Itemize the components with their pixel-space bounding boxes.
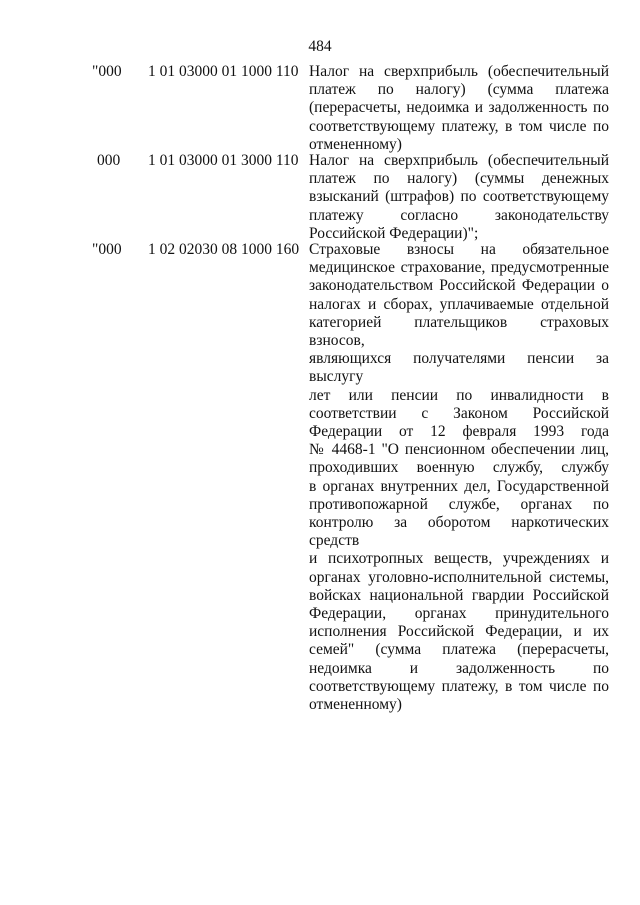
description-line: категорией плательщиков страховых взносов,: [309, 313, 609, 350]
description-line: семей" (сумма платежа (перерасчеты,: [309, 641, 609, 659]
description-line: отмененному): [309, 696, 402, 714]
description-line: платеж по налогу) (сумма платежа: [309, 81, 609, 99]
description-line: Налог на сверхприбыль (обеспечительный: [309, 63, 609, 80]
description-line: Федерации, органах принудительного: [309, 605, 609, 623]
description-line: отмененному): [309, 135, 402, 153]
row-description: [309, 152, 609, 243]
description-line: платеж по налогу) (суммы денежных: [309, 170, 609, 188]
description-line: исполнения Российской Федерации, и их: [309, 623, 609, 641]
classification-code: 1 02 02030 08 1000 160: [148, 241, 300, 258]
description-line: медицинское страхование, предусмотренные: [309, 259, 609, 277]
description-line: Страховые взносы на обязательное: [309, 241, 609, 258]
row-description: [309, 63, 609, 154]
page-number: 484: [308, 38, 332, 55]
description-line: законодательством Российской Федерации о: [309, 277, 609, 295]
description-line: платежу согласно законодательству: [309, 206, 609, 224]
description-line: противопожарной службе, органах по: [309, 495, 609, 513]
admin-code: "000: [92, 241, 122, 258]
description-line: войсках национальной гвардии Российской: [309, 586, 609, 604]
classification-code: 1 01 03000 01 1000 110: [148, 63, 299, 80]
description-line: являющихся получателями пенсии за выслугу: [309, 350, 609, 386]
admin-code: "000: [92, 63, 122, 80]
description-line: Федерации от 12 февраля 1993 года: [309, 423, 609, 441]
description-line: № 4468-1 "О пенсионном обеспечении лиц,: [309, 441, 609, 459]
admin-code: 000: [97, 152, 121, 169]
description-line: недоимка и задолженность по: [309, 659, 609, 677]
row-description: [309, 241, 609, 714]
description-line: налогах и сборах, уплачиваемые отдельной: [309, 295, 609, 313]
description-line: (перерасчеты, недоимка и задолженность по: [309, 99, 609, 117]
description-line: и психотропных веществ, учреждениях и: [309, 550, 609, 568]
description-line: Налог на сверхприбыль (обеспечительный: [309, 152, 609, 169]
description-line: контролю за оборотом наркотических средств: [309, 514, 609, 550]
description-line: в органах внутренних дел, Государственной: [309, 477, 609, 495]
description-line: лет или пенсии по инвалидности в: [309, 386, 609, 404]
description-line: органах уголовно-исполнительной системы,: [309, 568, 609, 586]
description-line: Российской Федерации)";: [309, 224, 479, 242]
description-line: соответствии с Законом Российской: [309, 404, 609, 422]
description-line: соответствующему платежу, в том числе по: [309, 677, 609, 695]
description-line: проходивших военную службу, службу: [309, 459, 609, 477]
classification-code: 1 01 03000 01 3000 110: [148, 152, 299, 169]
description-line: соответствующему платежу, в том числе по: [309, 117, 609, 135]
description-line: взысканий (штрафов) по соответствующему: [309, 188, 609, 206]
